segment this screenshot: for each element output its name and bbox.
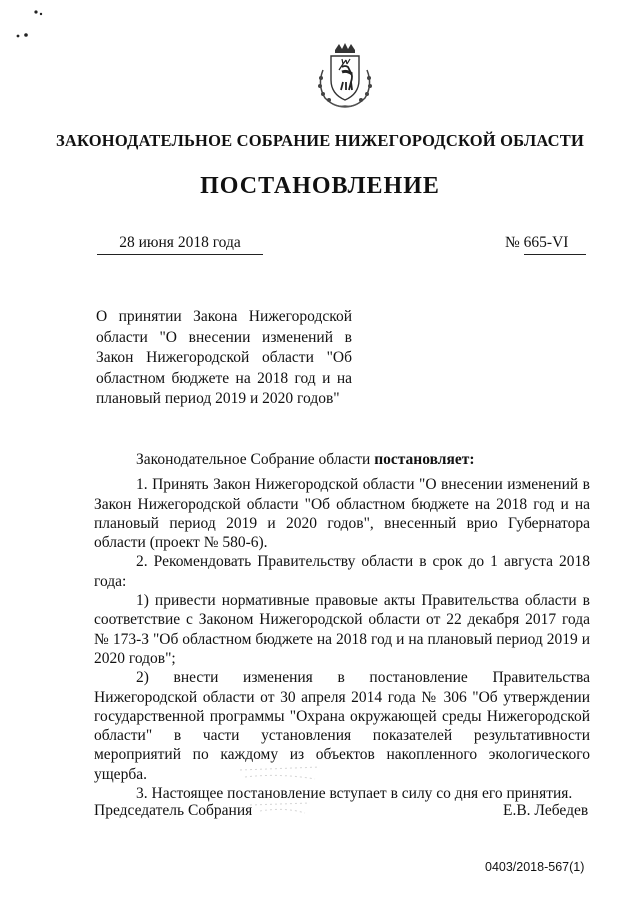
registration-number: 0403/2018-567(1)	[485, 860, 585, 874]
number-sign: №	[505, 234, 520, 251]
body-item: 2) внести изменения в постановление Правительства Нижегородской области от 30 апреля 2014 года № 306 "Об утверждении государственной программы "Охрана окружающей среды Нижегородской области" в части установления показателей результативности мероприятий по каждому из объектов накопленного экологического ущерба.	[94, 669, 590, 783]
organization-title: ЗАКОНОДАТЕЛЬНОЕ СОБРАНИЕ НИЖЕГОРОДСКОЙ ОБЛАСТИ	[55, 131, 584, 150]
coat-of-arms-icon	[309, 40, 381, 112]
document-body	[94, 450, 590, 803]
scan-marks	[8, 6, 48, 46]
signatory-name: Е.В. Лебедев	[503, 802, 589, 819]
body-item: 2. Рекомендовать Правительству области в срок до 1 августа 2018 года:	[94, 553, 590, 590]
document-date: 28 июня 2018 года	[97, 234, 263, 255]
body-item: 1. Принять Закон Нижегородской области "О внесении изменений в Закон Нижегородской области "Об областном бюджете на 2018 год и на плановый период 2019 и 2020 годов", внесенный врио Губернатора области (проект № 580-6).	[94, 476, 590, 552]
intro-decision-word: постановляет:	[374, 451, 475, 468]
intro-text: Законодательное Собрание области	[136, 451, 375, 468]
number-value: 665-VI	[524, 234, 586, 255]
signatory-position: Председатель Собрания	[94, 802, 253, 819]
document-subject: О принятии Закона Нижегородской области "О внесении изменений в Закон Нижегородской области "Об областном бюджете на 2018 год и на плановый период 2019 и 2020 годов"	[96, 308, 352, 407]
document-number	[505, 234, 597, 255]
body-item: 1) привести нормативные правовые акты Правительства области в соответствие с Законом Нижегородской области от 22 декабря 2017 года № 173-З "Об областном бюджете на 2018 год и на плановый период 2019 и 2020 годов";	[94, 592, 590, 667]
document-type-heading: ПОСТАНОВЛЕНИЕ	[200, 173, 440, 199]
body-intro	[94, 450, 590, 469]
body-item: 3. Настоящее постановление вступает в силу со дня его принятия.	[136, 785, 573, 803]
